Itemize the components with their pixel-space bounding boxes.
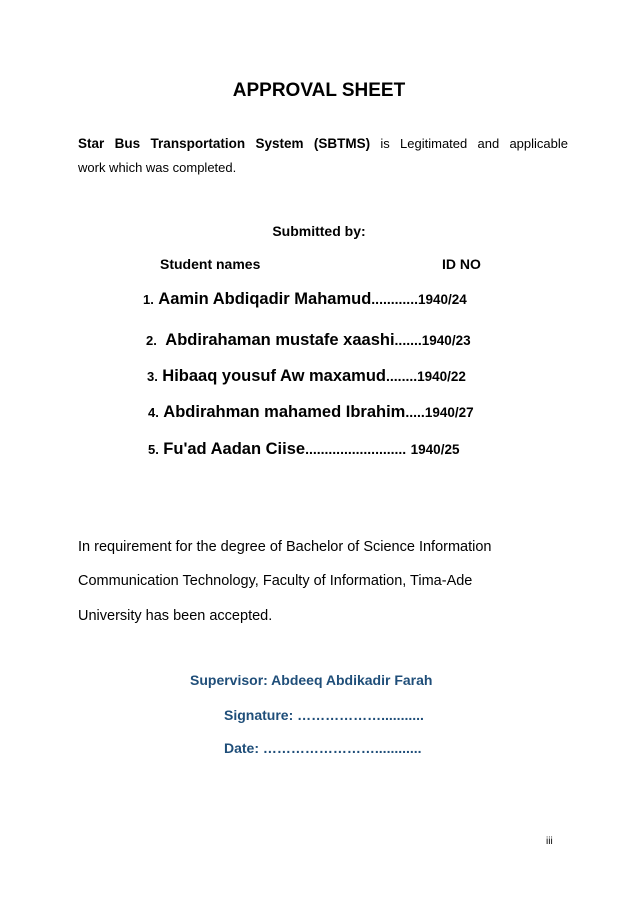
- student-id: 1940/22: [417, 369, 466, 384]
- student-row: [143, 290, 467, 309]
- student-number: 3.: [147, 369, 158, 384]
- leader-dots: .......: [394, 332, 422, 348]
- student-name: Hibaaq yousuf Aw maxamud: [162, 367, 387, 385]
- leader-dots: .....: [405, 404, 425, 420]
- student-number: 5.: [148, 442, 159, 457]
- id-header: ID NO: [442, 256, 481, 272]
- page-title: APPROVAL SHEET: [232, 80, 406, 101]
- student-number: 2.: [146, 333, 157, 348]
- signature-line: Signature: ………………...........: [224, 707, 424, 723]
- submitted-by-heading: Submitted by:: [272, 223, 366, 239]
- student-id: 1940/25: [410, 442, 460, 457]
- student-name: Aamin Abdiqadir Mahamud: [158, 290, 372, 308]
- student-row: [146, 331, 471, 350]
- student-name: Abdirahaman mustafe xaashi: [165, 331, 395, 349]
- student-row: [148, 403, 474, 422]
- student-id: 1940/27: [424, 405, 474, 420]
- leader-dots: ..........................: [305, 441, 407, 457]
- intro-line-1: [78, 136, 568, 151]
- project-name: Star Bus Transportation System (SBTMS): [78, 136, 371, 151]
- student-number: 4.: [148, 405, 159, 420]
- requirement-line-1: In requirement for the degree of Bachelor of Science Information: [78, 539, 492, 555]
- student-id: 1940/24: [417, 292, 467, 307]
- leader-dots: ........: [386, 368, 418, 384]
- date-line: Date: ……………………............: [224, 740, 422, 756]
- student-number: 1.: [143, 292, 154, 307]
- supervisor-line: Supervisor: Abdeeq Abdikadir Farah: [190, 672, 433, 688]
- student-id: 1940/23: [421, 333, 471, 348]
- student-row: [147, 367, 466, 386]
- intro-text: is Legitimated and applicable: [380, 136, 568, 151]
- leader-dots: ............: [371, 291, 418, 307]
- requirement-line-3: University has been accepted.: [78, 608, 273, 624]
- student-name: Fu'ad Aadan Ciise: [163, 440, 306, 458]
- student-name: Abdirahman mahamed Ibrahim: [163, 403, 406, 421]
- page-number: iii: [546, 836, 553, 847]
- intro-line-2: work which was completed.: [78, 160, 237, 175]
- requirement-line-2: Communication Technology, Faculty of Information, Tima-Ade: [78, 573, 473, 589]
- student-names-header: Student names: [160, 256, 261, 272]
- student-row: [148, 440, 459, 459]
